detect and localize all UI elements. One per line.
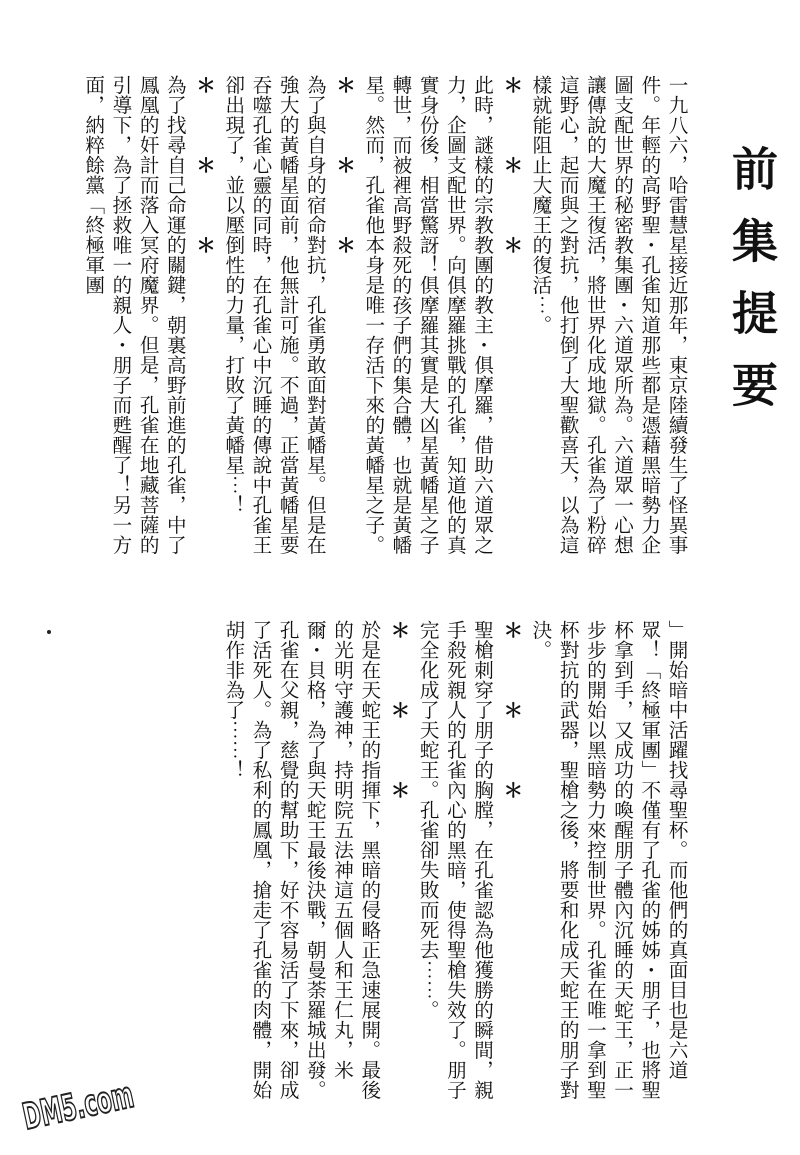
section-separator: ＊ ＊ ＊ xyxy=(192,75,216,255)
paragraph: 於是在天蛇王的指揮下，黑暗的侵略正急速展開。最後的光明守護神，持明院五法神這五個人和王仁丸，米爾・貝格，為了與天蛇王最後決戰，朝曼荼羅城出發。孔雀在父親，慈覺的幫助下，好不容易活了下來，卻成了活死人。為了私利的鳳凰，搶走了孔雀的肉體，開始胡作非為了⋯⋯！ xyxy=(221,620,381,1100)
paragraph: 一九八六，哈雷慧星接近那年，東京陸續發生了怪異事件。年輕的高野聖・孔雀知道那些都是憑藉黑暗勢力企圖支配世界的秘密教集團・六道眾所為。六道眾一心想讓傳說的大魔王復活，將世界化成地獄。孔雀為了粉碎這野心，起而與之對抗，他打倒了大聖歡喜天，以為這樣就能阻止大魔王的復活⋯。 xyxy=(528,75,688,555)
paragraph: 為了與自身的宿命對抗，孔雀勇敢面對黃幡星。但是在強大的黃幡星面前，他無計可施。不過，正當黃幡星要吞噬孔雀心靈的同時，在孔雀心中沉睡的傳說中孔雀王卻出現了，並以壓倒性的力量，打敗了黃幡星⋯！ xyxy=(221,75,327,555)
section-separator: ＊ ＊ ＊ xyxy=(386,620,410,800)
watermark-logo xyxy=(18,1058,212,1140)
section-separator: ＊ ＊ ＊ xyxy=(499,620,523,800)
paragraph: 」開始暗中活躍找尋聖杯。而他們的真面目也是六道眾！「終極軍團」不僅有了孔雀的姊姊・朋子，也將聖杯拿到手，又成功的喚醒朋子體內沉睡的天蛇王，正一步步的開始以黑暗勢力來控制世界。孔雀在唯一拿到聖杯對抗的武器，聖槍之後，將要和化成天蛇王的朋子對決。 xyxy=(528,620,688,1100)
lower-text-block xyxy=(195,620,690,1105)
paragraph: 此時，謎樣的宗教教團的教主・俱摩羅，借助六道眾之力，企圖支配世界。向俱摩羅挑戰的孔雀，知道他的真實身份後，相當驚訝！俱摩羅其實是大凶星黃幡星之子轉世，而被裡高野殺死的孩子們的集合體，也就是黃幡星。然而，孔雀他本身是唯一存活下來的黃幡星之子。 xyxy=(361,75,494,555)
page-title: 前集提要 xyxy=(725,145,779,433)
upper-text-block xyxy=(55,75,690,565)
watermark-text: DM5.com xyxy=(19,1058,212,1139)
paragraph: 為了找尋自己命運的關鍵，朝裏高野前進的孔雀，中了鳳凰的奸計而落入冥府魔界。但是，孔雀在地藏菩薩的引導下，為了拯救唯一的親人・朋子而甦醒了！另一方面，納粹餘黨「終極軍團 xyxy=(81,75,187,555)
section-separator: ＊ ＊ ＊ xyxy=(332,75,356,255)
margin-dot xyxy=(47,630,51,634)
section-separator: ＊ ＊ ＊ xyxy=(499,75,523,255)
paragraph: 聖槍刺穿了朋子的胸膛，在孔雀認為他獲勝的瞬間，親手殺死親人的孔雀內心的黑暗，使得聖槍失效了。朋子完全化成了天蛇王。孔雀卻失敗而死去⋯⋯。 xyxy=(416,620,494,1100)
